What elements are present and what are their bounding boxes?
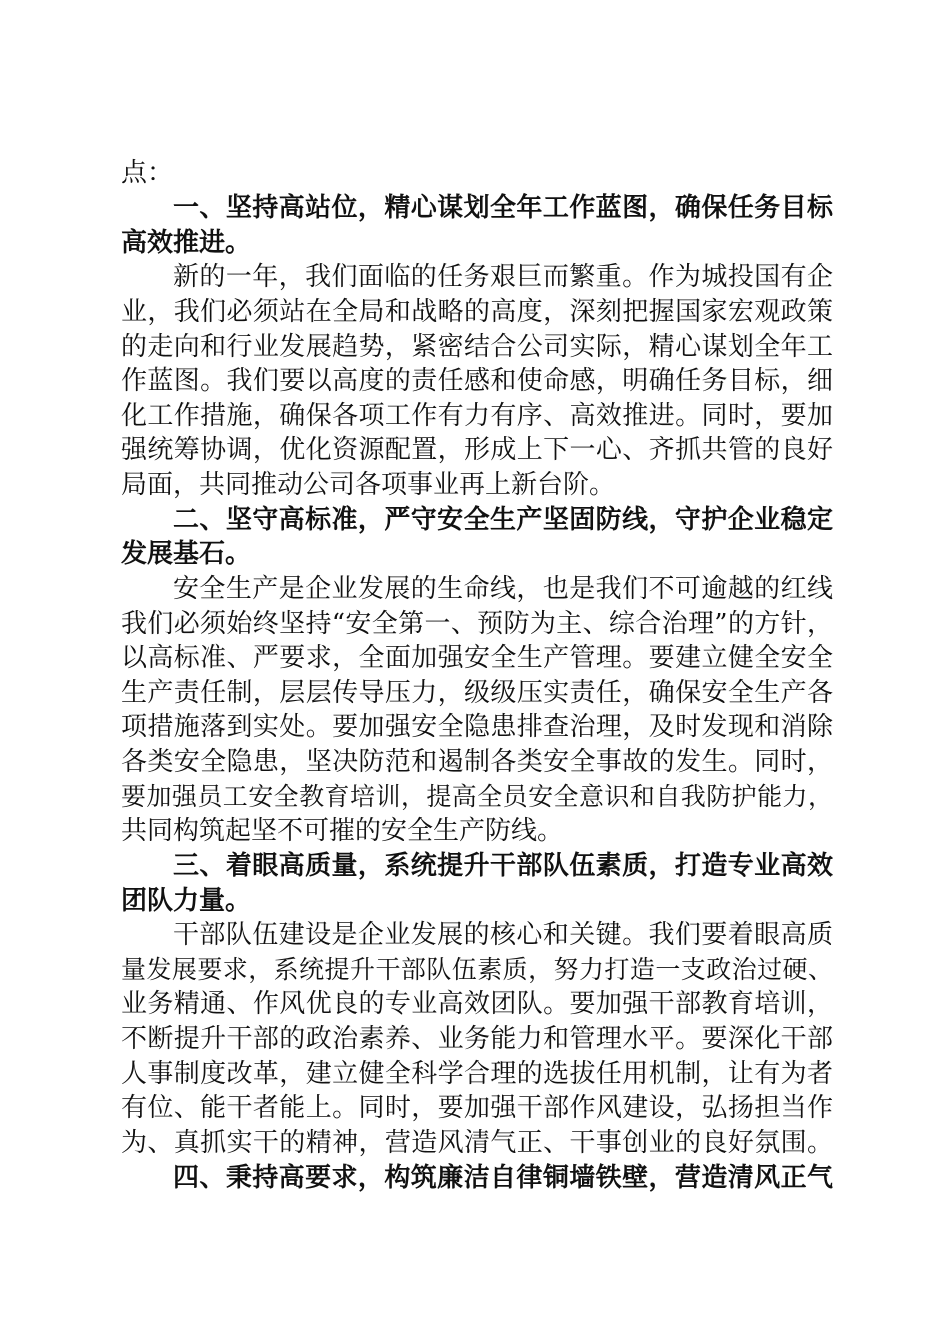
paragraph-2-line: 以高标准、严要求，全面加强安全生产管理。要建立健全安全	[121, 643, 833, 673]
paragraph-2-line: 安全生产是企业发展的生命线，也是我们不可逾越的红线	[173, 574, 833, 604]
paragraph-3-line: 量发展要求，系统提升干部队伍素质，努力打造一支政治过硬、	[121, 955, 833, 984]
paragraph-1-line: 新的一年，我们面临的任务艰巨而繁重。作为城投国有企	[173, 262, 833, 292]
section-heading-1-cont: 高效推进。	[121, 228, 252, 258]
section-heading-2-cont: 发展基石。	[121, 539, 252, 569]
paragraph-3-line: 不断提升干部的政治素养、业务能力和管理水平。要深化干部	[121, 1024, 833, 1054]
paragraph-2-line: 各类安全隐患，坚决防范和遏制各类安全事故的发生。同时，	[121, 747, 833, 777]
paragraph-1-line: 作蓝图。我们要以高度的责任感和使命感，明确任务目标，细	[121, 366, 833, 396]
paragraph-3-line: 业务精通、作风优良的专业高效团队。要加强干部教育培训，	[121, 989, 833, 1019]
paragraph-1-line: 局面，共同推动公司各项事业再上新台阶。	[121, 470, 616, 500]
paragraph-1-line: 业，我们必须站在全局和战略的高度，深刻把握国家宏观政策	[121, 297, 833, 327]
paragraph-3-line: 有位、能干者能上。同时，要加强干部作风建设，弘扬担当作	[121, 1093, 833, 1123]
paragraph-2-line: 项措施落到实处。要加强安全隐患排查治理，及时发现和消除	[121, 712, 833, 742]
paragraph-1-line: 的走向和行业发展趋势，紧密结合公司实际，精心谋划全年工	[121, 332, 833, 362]
paragraph-2-line: 生产责任制，层层传导压力，级级压实责任，确保安全生产各	[121, 678, 833, 708]
paragraph-2-line: 共同构筑起坚不可摧的安全生产防线。	[121, 816, 564, 846]
paragraph-2-line: 要加强员工安全教育培训，提高全员安全意识和自我防护能力，	[121, 782, 833, 811]
paragraph-3-line: 干部队伍建设是企业发展的核心和关键。我们要着眼高质	[173, 920, 833, 950]
paragraph-2-line: 我们必须始终坚持“安全第一、预防为主、综合治理”的方针，	[121, 609, 833, 639]
paragraph-3-line: 人事制度改革，建立健全科学合理的选拔任用机制，让有为者	[121, 1059, 833, 1089]
body-line: 点：	[121, 158, 174, 188]
section-heading-3: 三、着眼高质量，系统提升干部队伍素质，打造专业高效	[173, 851, 833, 881]
section-heading-3-cont: 团队力量。	[121, 886, 252, 916]
section-heading-4: 四、秉持高要求，构筑廉洁自律铜墙铁壁，营造清风正气	[173, 1163, 833, 1193]
paragraph-1-line: 强统筹协调，优化资源配置，形成上下一心、齐抓共管的良好	[121, 435, 833, 465]
paragraph-1-line: 化工作措施，确保各项工作有力有序、高效推进。同时，要加	[121, 401, 833, 431]
section-heading-1: 一、坚持高站位，精心谋划全年工作蓝图，确保任务目标	[173, 193, 833, 223]
section-heading-2: 二、坚守高标准，严守安全生产坚固防线，守护企业稳定	[173, 505, 833, 535]
paragraph-3-line: 为、真抓实干的精神，营造风清气正、干事创业的良好氛围。	[121, 1128, 833, 1158]
